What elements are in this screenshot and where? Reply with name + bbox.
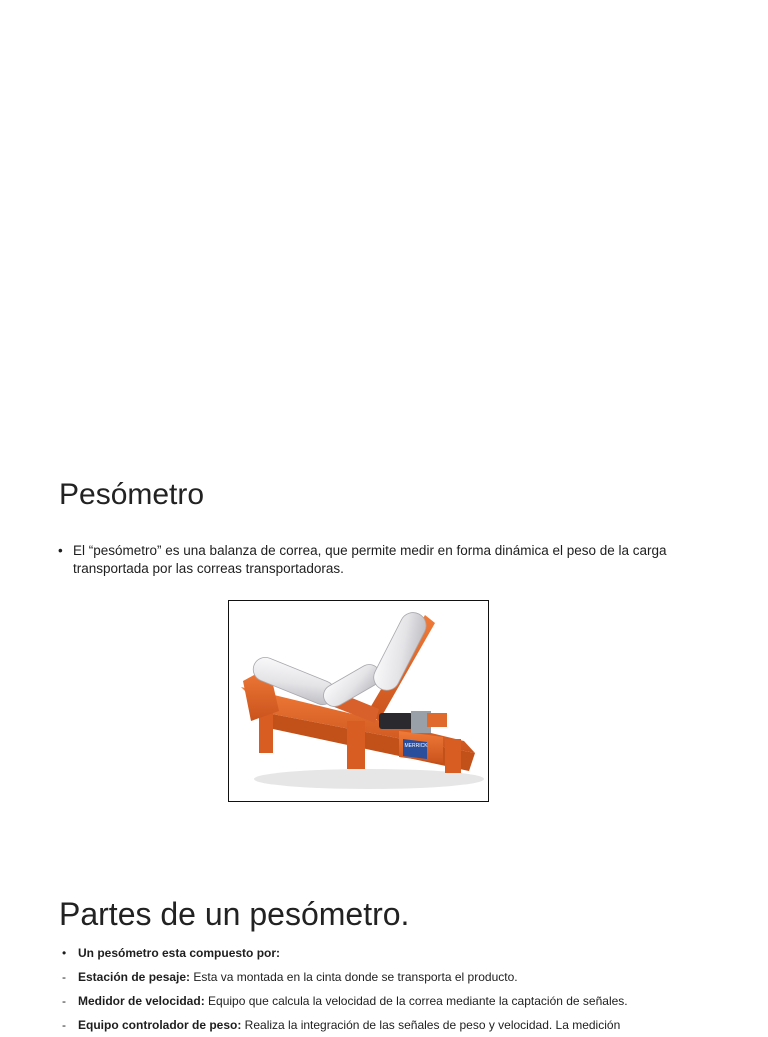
list-item-text: Realiza la integración de las señales de peso y velocidad. La medición (241, 1018, 621, 1032)
slide-title-pesometro: Pesómetro (59, 478, 205, 511)
idler-rollers (250, 608, 431, 710)
intro-bullet-list (58, 542, 698, 577)
belt-scale-photo (228, 600, 489, 802)
bullet-marker: • (58, 543, 63, 558)
intro-bullet (58, 542, 698, 577)
list-item (62, 1013, 752, 1037)
list-item-text: Equipo que calcula la velocidad de la correa mediante la captación de señales. (204, 994, 628, 1008)
belt-scale-illustration (229, 601, 488, 801)
list-item-term: Medidor de velocidad: (78, 994, 205, 1008)
list-marker: • (62, 946, 67, 960)
list-item-text: Un pesómetro esta compuesto por: (78, 946, 281, 960)
list-marker: - (62, 994, 66, 1008)
list-item (62, 965, 752, 989)
list-marker: - (62, 970, 66, 984)
list-item-term: Estación de pesaje: (78, 970, 191, 984)
brand-badge-icon (403, 739, 427, 759)
brand-badge-text: MERRICK (404, 743, 428, 749)
list-item-text: Esta va montada en la cinta donde se transporta el producto. (190, 970, 518, 984)
list-marker: - (62, 1018, 66, 1032)
intro-bullet-text: El “pesómetro” es una balanza de correa, que permite medir en forma dinámica el peso de la carga transportada por las correas transportadoras. (73, 543, 667, 576)
list-item (62, 941, 752, 965)
parts-list (62, 941, 752, 1037)
list-item (62, 989, 752, 1013)
slide-title-partes: Partes de un pesómetro. (59, 896, 410, 932)
list-item-term: Equipo controlador de peso: (78, 1018, 242, 1032)
